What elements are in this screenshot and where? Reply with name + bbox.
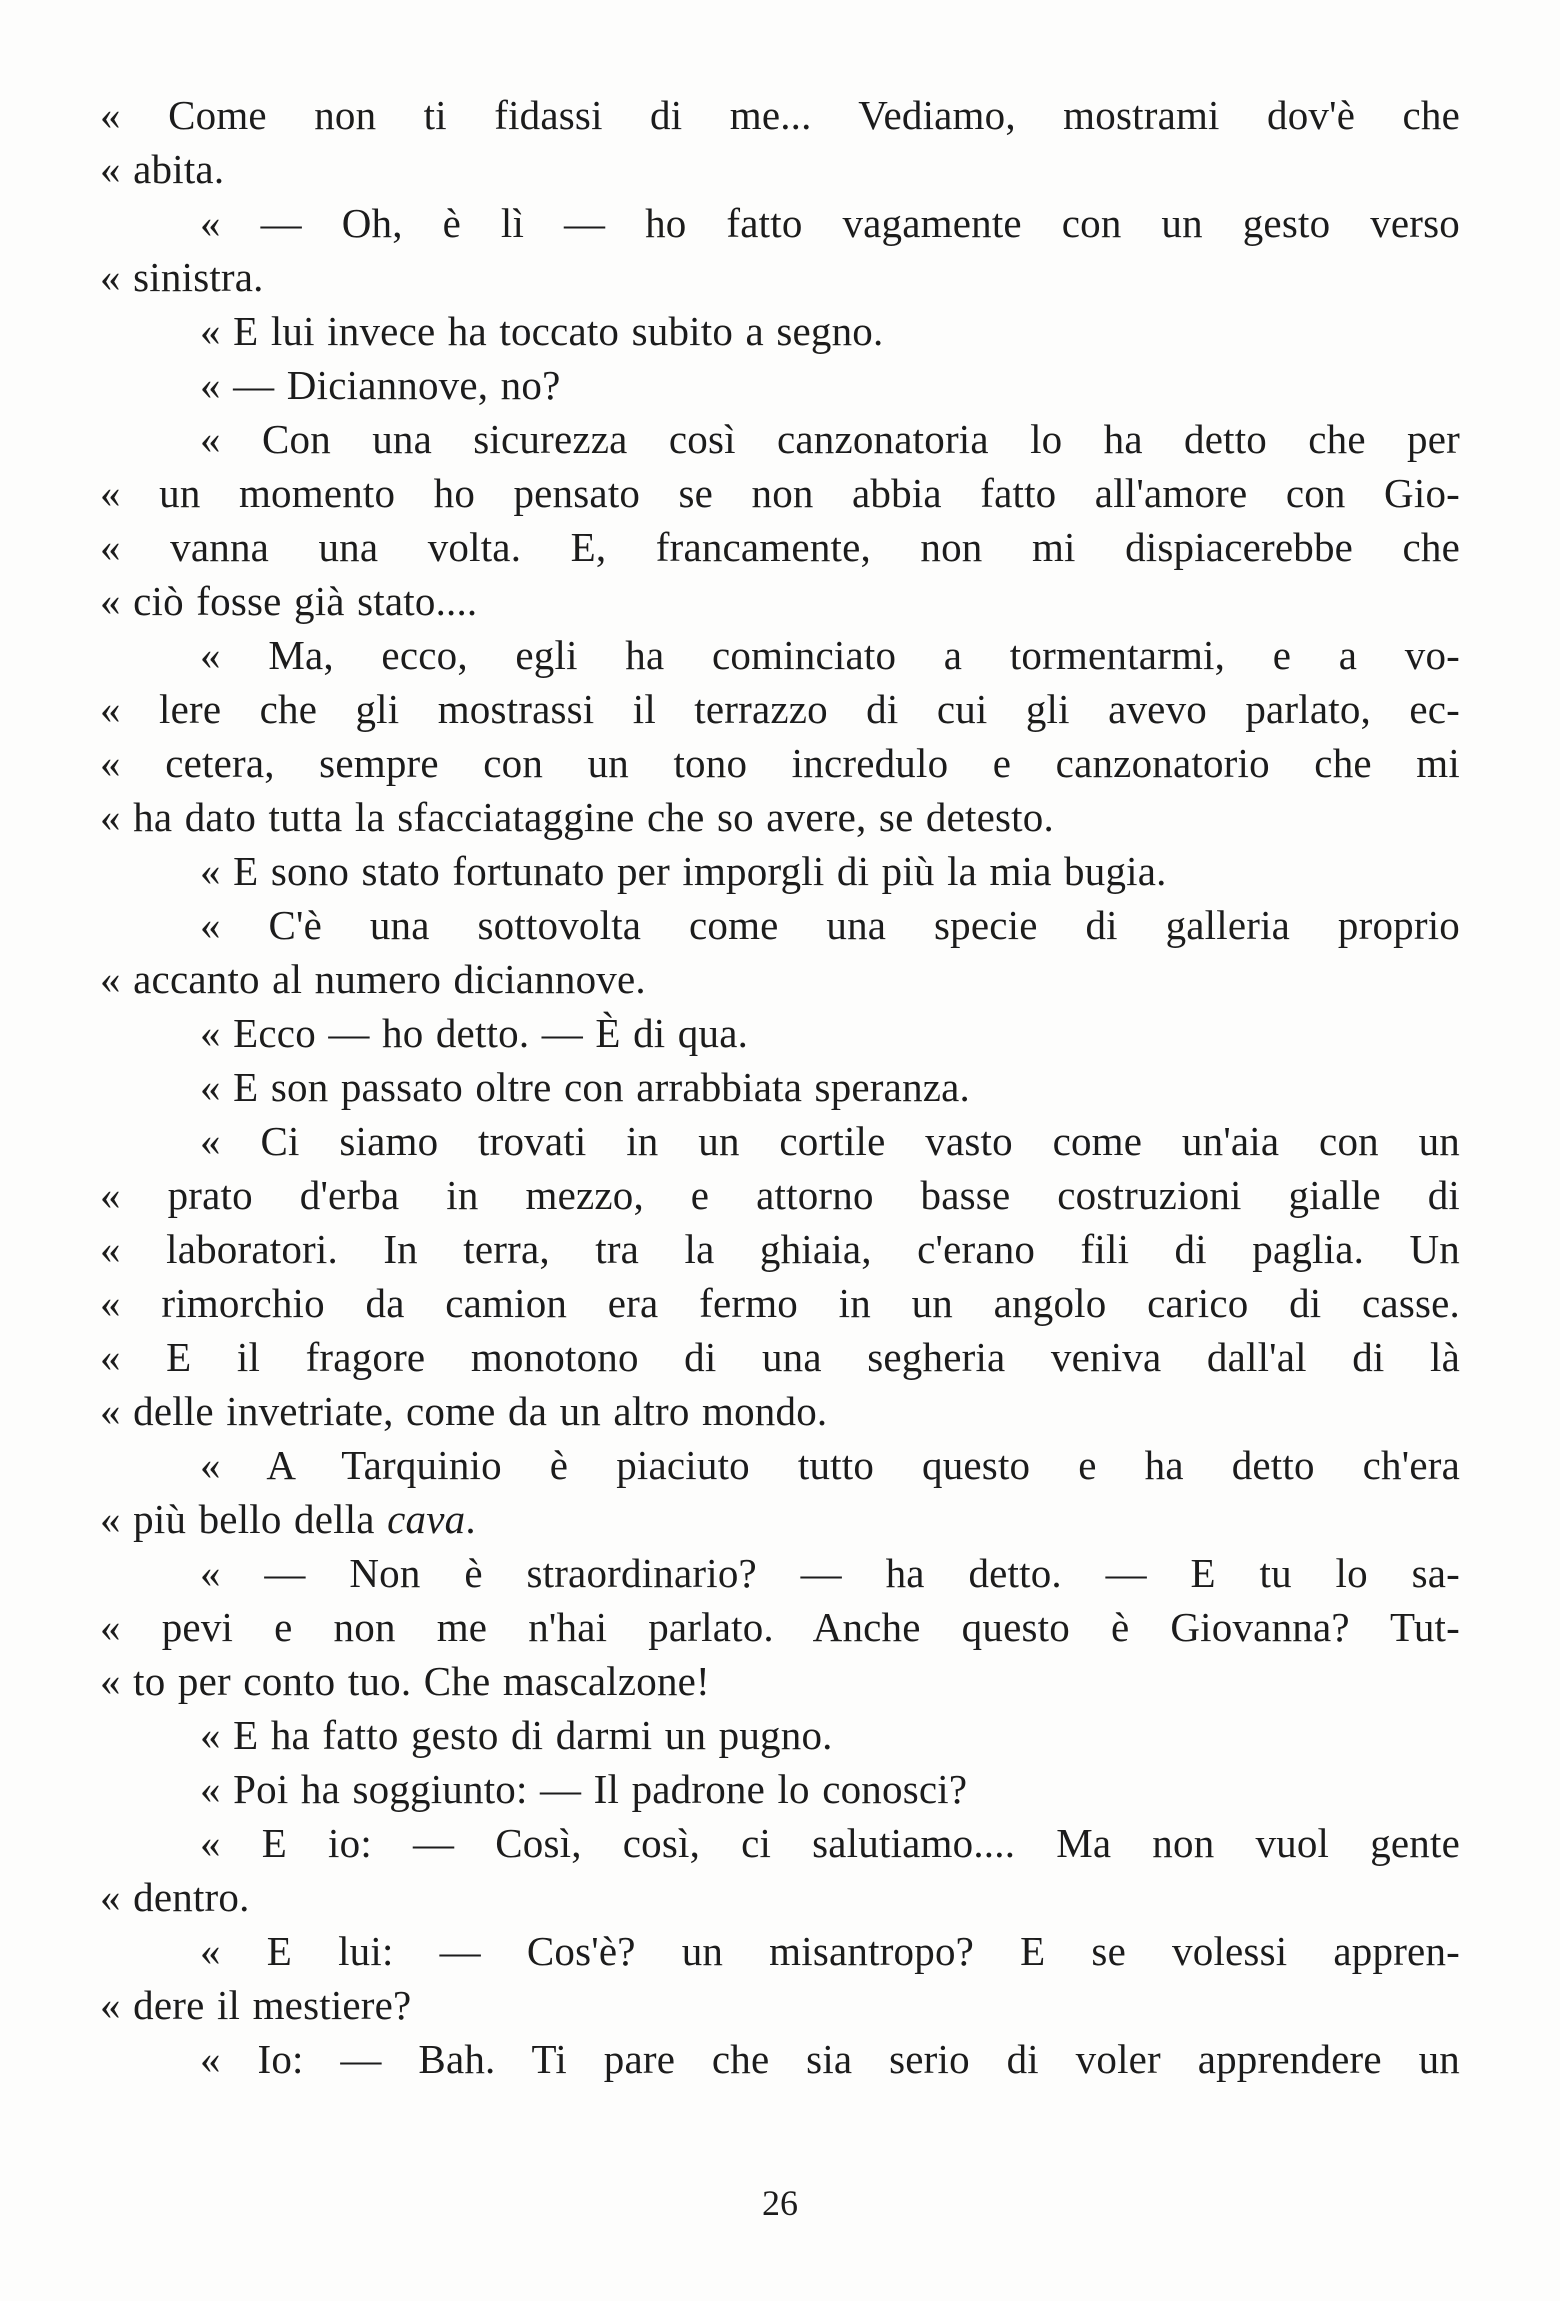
text-line: « Ci siamo trovati in un cortile vasto come un'aia con un (200, 1118, 1460, 1164)
text-line: « Io: — Bah. Ti pare che sia serio di voler apprendere un (200, 2036, 1460, 2082)
text-line: « vanna una volta. E, francamente, non mi dispiacerebbe che (100, 524, 1460, 570)
text-line: « sinistra. (100, 254, 264, 300)
text-line: « cetera, sempre con un tono incredulo e canzonatorio che mi (100, 740, 1460, 786)
text-line: « to per conto tuo. Che mascalzone! (100, 1658, 710, 1704)
text-line: « — Non è straordinario? — ha detto. — E tu lo sa- (200, 1550, 1460, 1596)
text-line: « ciò fosse già stato.... (100, 578, 478, 624)
text-line: « — Oh, è lì — ho fatto vagamente con un gesto verso (200, 200, 1460, 246)
page-text (100, 88, 1460, 2086)
text-line: « E ha fatto gesto di darmi un pugno. (200, 1712, 833, 1758)
text-line: « Poi ha soggiunto: — Il padrone lo conosci? (200, 1766, 968, 1812)
text-line: « più bello della cava. (100, 1496, 476, 1542)
text-line: « rimorchio da camion era fermo in un angolo carico di casse. (100, 1280, 1460, 1326)
text-line: « abita. (100, 146, 225, 192)
text-line: « lere che gli mostrassi il terrazzo di cui gli avevo parlato, ec- (100, 686, 1460, 732)
text-line: « prato d'erba in mezzo, e attorno basse costruzioni gialle di (100, 1172, 1460, 1218)
text-line: « E lui invece ha toccato subito a segno. (200, 308, 884, 354)
text-line: « Ecco — ho detto. — È di qua. (200, 1010, 749, 1056)
text-line: « E io: — Così, così, ci salutiamo.... Ma non vuol gente (200, 1820, 1460, 1866)
text-line: « Come non ti fidassi di me... Vediamo, mostrami dov'è che (100, 92, 1460, 138)
page-number: 26 (762, 2183, 798, 2223)
text-line: « A Tarquinio è piaciuto tutto questo e ha detto ch'era (200, 1442, 1460, 1488)
text-line: « — Diciannove, no? (200, 362, 561, 408)
text-line: « dere il mestiere? (100, 1982, 412, 2028)
text-line: « delle invetriate, come da un altro mondo. (100, 1388, 828, 1434)
text-line: « dentro. (100, 1874, 250, 1920)
italic-word: cava (387, 1496, 466, 1542)
text-line: « Ma, ecco, egli ha cominciato a tormentarmi, e a vo- (200, 632, 1460, 678)
text-line: « un momento ho pensato se non abbia fatto all'amore con Gio- (100, 470, 1460, 516)
text-line: « E lui: — Cos'è? un misantropo? E se volessi appren- (200, 1928, 1460, 1974)
text-line: « ha dato tutta la sfacciataggine che so avere, se detesto. (100, 794, 1054, 840)
text-line: « C'è una sottovolta come una specie di galleria proprio (200, 902, 1460, 948)
text-line: « E sono stato fortunato per imporgli di più la mia bugia. (200, 848, 1167, 894)
text-line: « accanto al numero diciannove. (100, 956, 646, 1002)
text-line: « pevi e non me n'hai parlato. Anche questo è Giovanna? Tut- (100, 1604, 1460, 1650)
text-line: « E il fragore monotono di una segheria veniva dall'al di là (100, 1334, 1460, 1380)
text-line: « E son passato oltre con arrabbiata speranza. (200, 1064, 971, 1110)
text-line: « laboratori. In terra, tra la ghiaia, c'erano fili di paglia. Un (100, 1226, 1460, 1272)
text-line: « Con una sicurezza così canzonatoria lo ha detto che per (200, 416, 1460, 462)
